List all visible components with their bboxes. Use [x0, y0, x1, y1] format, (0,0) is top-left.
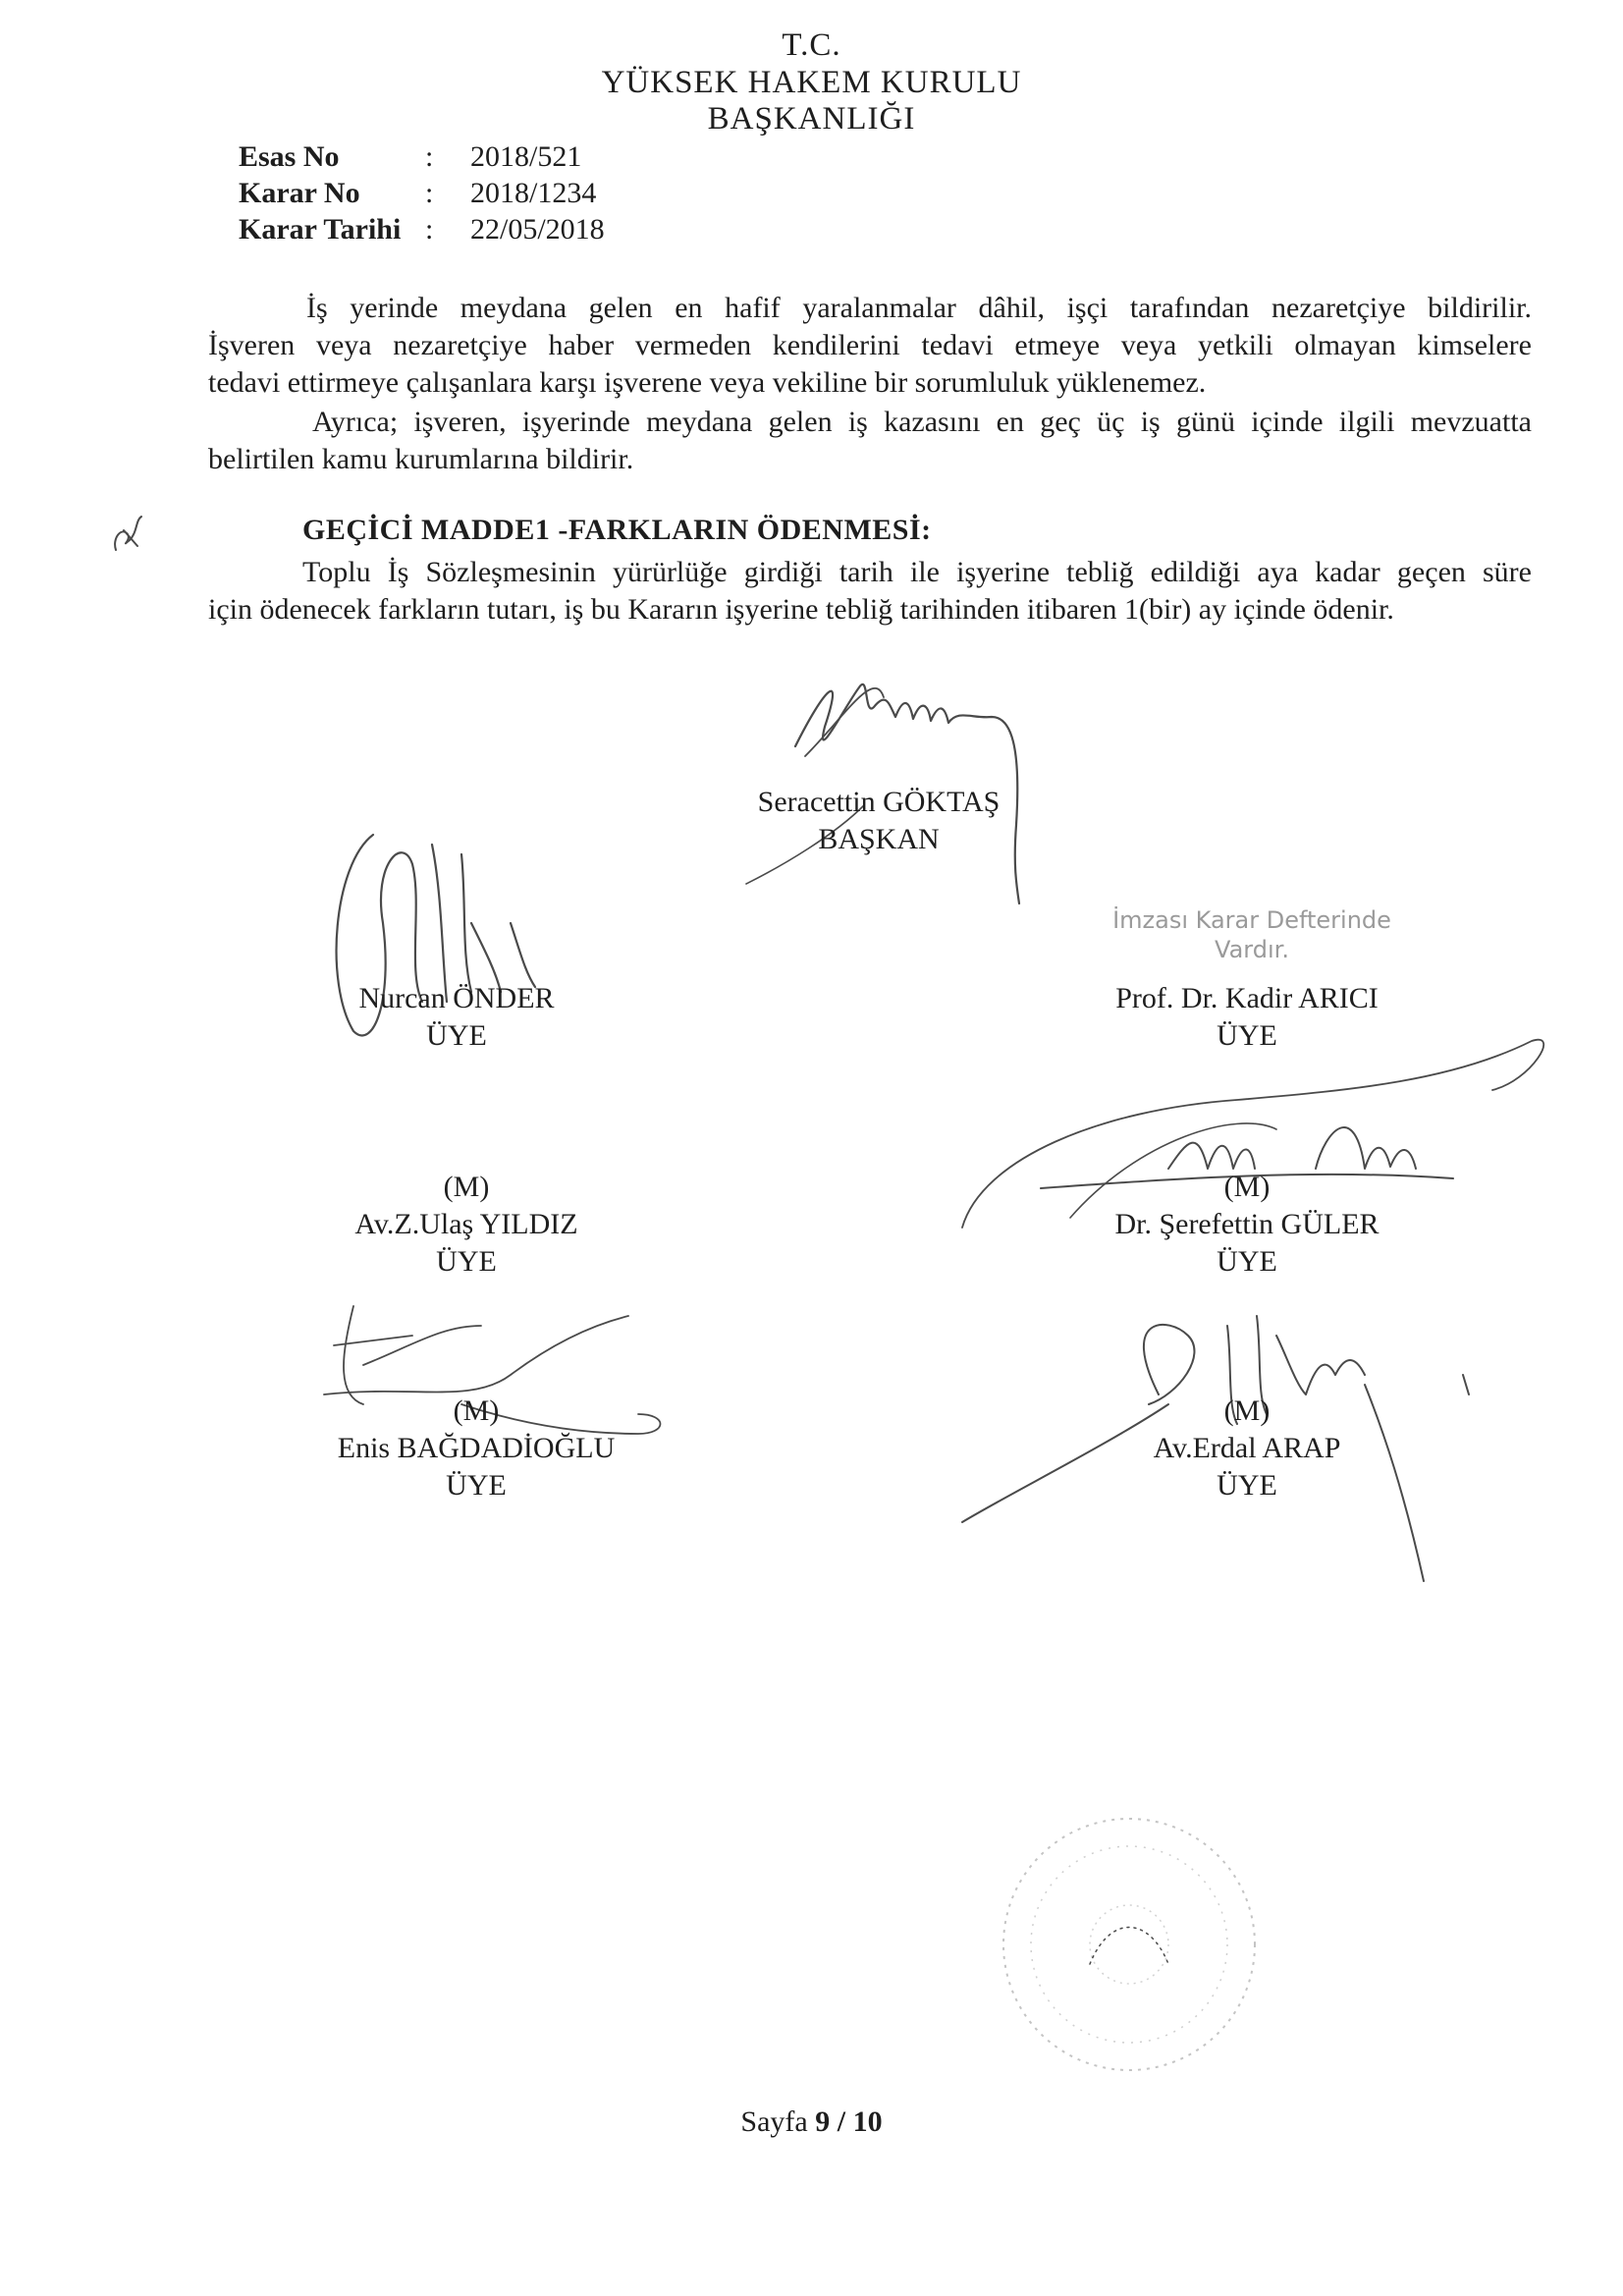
text-line: tedavi ettirmeye çalışanlara karşı işverene veya vekiline bir sorumluluk yüklenemez. — [208, 366, 1207, 399]
signatory-title: ÜYE — [1217, 1019, 1277, 1052]
meta-label: Karar Tarihi — [239, 213, 402, 246]
signature-register-note: İmzası Karar Defterinde Vardır. — [1112, 906, 1391, 963]
signatory-name: Nurcan ÖNDER — [358, 982, 555, 1014]
text-line: Toplu İş Sözleşmesinin yürürlüğe girdiği tarih ile işyerine tebliğ edildiği aya kadar geçen süre — [302, 556, 1532, 588]
text-line: İşveren veya nezaretçiye haber vermeden kendilerini tedavi etmeye veya yetkili olmayan kimselere — [208, 329, 1532, 361]
signatory-name: Enis BAĞDADİOĞLU — [337, 1432, 616, 1464]
header-presidency: BAŞKANLIĞI — [707, 101, 916, 137]
meta-value: 2018/521 — [470, 140, 582, 173]
signatory-bagdadioglu — [304, 1393, 648, 1504]
header-institution: YÜKSEK HAKEM KURULU — [601, 65, 1022, 100]
signatory-onder — [324, 980, 589, 1055]
meta-karar-no — [239, 177, 596, 210]
signatory-name: Prof. Dr. Kadir ARICI — [1115, 982, 1379, 1014]
page-number — [0, 2105, 1623, 2139]
signatory-mark: (M) — [443, 1171, 490, 1203]
signatory-title: ÜYE — [1217, 1245, 1277, 1278]
official-seal-icon — [982, 1797, 1276, 2092]
signatory-mark: (M) — [1223, 1171, 1271, 1203]
meta-separator: : — [425, 177, 434, 209]
margin-initials-icon — [108, 511, 147, 560]
section-heading: GEÇİCİ MADDE1 -FARKLARIN ÖDENMESİ: — [302, 514, 932, 546]
meta-esas-no — [239, 140, 581, 174]
paragraph-differences-payment — [208, 554, 1532, 629]
signatory-name: Dr. Şerefettin GÜLER — [1114, 1208, 1380, 1240]
text-line: için ödenecek farkların tutarı, iş bu Kararın işyerine tebliğ tarihinden itibaren 1(bir) ay içinde ödenir. — [208, 593, 1394, 626]
page-total: 10 — [852, 2105, 883, 2138]
meta-label: Esas No — [239, 140, 340, 173]
signatory-yildiz — [304, 1169, 628, 1281]
text-line: belirtilen kamu kurumlarına bildirir. — [208, 443, 634, 475]
meta-separator: : — [425, 213, 434, 246]
signatory-title: BAŞKAN — [818, 823, 940, 855]
header-tc: T.C. — [782, 27, 841, 63]
signatory-name: Seracettin GÖKTAŞ — [757, 786, 1001, 818]
text-line: İş yerinde meydana gelen en hafif yaralanmalar dâhil, işçi tarafından nezaretçiye bildirilir. — [306, 292, 1532, 324]
signatory-mark: (M) — [1223, 1394, 1271, 1427]
page-prefix: Sayfa — [740, 2105, 816, 2138]
page-separator: / — [830, 2105, 853, 2138]
signatory-name: Av.Erdal ARAP — [1153, 1432, 1341, 1464]
meta-label: Karar No — [239, 177, 360, 209]
signatory-title: ÜYE — [426, 1019, 487, 1052]
paragraph-injury-reporting — [208, 290, 1532, 402]
signatory-guler — [1060, 1169, 1434, 1281]
text-line: Ayrıca; işveren, işyerinde meydana gelen iş kazasını en geç üç iş günü içinde ilgili mevzuatta — [312, 406, 1532, 438]
meta-separator: : — [425, 140, 434, 173]
meta-karar-tarihi — [239, 213, 605, 246]
signatory-title: ÜYE — [446, 1469, 507, 1502]
signatory-name: Av.Z.Ulaş YILDIZ — [354, 1208, 578, 1240]
meta-value: 2018/1234 — [470, 177, 597, 209]
signatory-arap — [1080, 1393, 1414, 1504]
signatory-title: ÜYE — [1217, 1469, 1277, 1502]
signatory-mark: (M) — [453, 1394, 500, 1427]
meta-value: 22/05/2018 — [470, 213, 605, 246]
signatory-title: ÜYE — [436, 1245, 497, 1278]
paragraph-accident-notification — [208, 404, 1532, 478]
page-current: 9 — [815, 2105, 831, 2138]
signatory-chair — [731, 784, 1026, 858]
